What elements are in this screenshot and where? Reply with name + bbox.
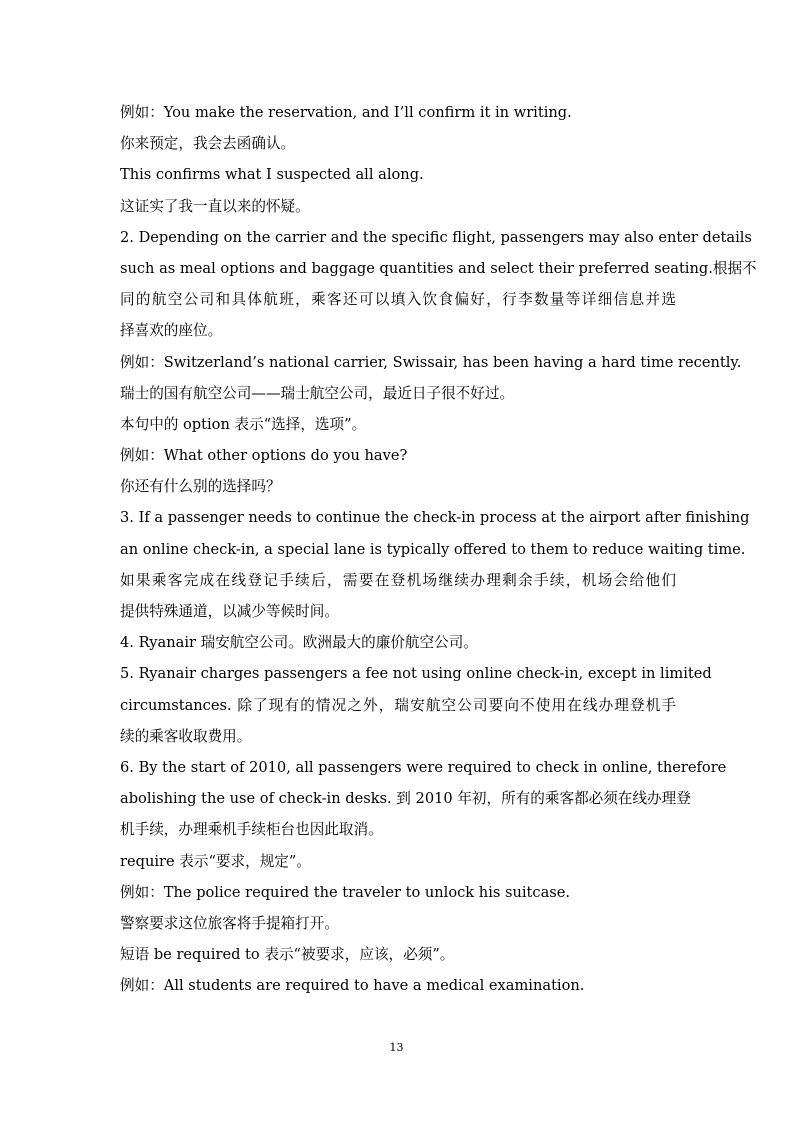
text-line: require 表示“要求，规定”。 — [120, 852, 311, 870]
text-line: 4. Ryanair 瑞安航空公司。欧洲最大的廉价航空公司。 — [120, 634, 478, 652]
text-line: This confirms what I suspected all along. — [120, 166, 424, 184]
text-line: such as meal options and baggage quantities and select their preferred seating.根据不 — [120, 259, 757, 277]
text-line: 机手续，办理乘机手续柜台也因此取消。 — [120, 821, 383, 839]
text-line: 警察要求这位旅客将手提箱打开。 — [120, 914, 339, 932]
text-line: 你来预定，我会去函确认。 — [120, 135, 296, 153]
text-line: 6. By the start of 2010, all passengers were required to check in online, therefore — [120, 758, 727, 776]
text-line: 3. If a passenger needs to continue the check-in process at the airport after finishing — [120, 509, 750, 527]
text-line: 例如：What other options do you have? — [120, 447, 408, 465]
text-line: 瑞士的国有航空公司——瑞士航空公司，最近日子很不好过。 — [120, 384, 515, 402]
text-line: 例如：You make the reservation, and I’ll confirm it in writing. — [120, 104, 572, 121]
text-line: abolishing the use of check-in desks. 到 2010 年初，所有的乘客都必须在线办理登 — [120, 790, 691, 808]
body-text — [120, 97, 757, 1001]
text-line: 5. Ryanair charges passengers a fee not using online check-in, except in limited — [120, 665, 712, 683]
text-line: circumstances. 除了现有的情况之外，瑞安航空公司要向不使用在线办理登机手 — [120, 696, 676, 714]
text-line: 2. Depending on the carrier and the specific flight, passengers may also enter details — [120, 228, 752, 246]
text-line: 这证实了我一直以来的怀疑。 — [120, 197, 310, 215]
text-line: 你还有什么别的选择吗？ — [120, 478, 281, 496]
page-number: 13 — [389, 1041, 404, 1054]
text-line: 如果乘客完成在线登记手续后，需要在登机场继续办理剩余手续，机场会给他们 — [120, 571, 676, 589]
text-line: 例如：The police required the traveler to unlock his suitcase. — [120, 883, 571, 901]
text-line: 本句中的 option 表示“选择，选项”。 — [120, 415, 367, 433]
text-line: 提供特殊通道，以减少等候时间。 — [120, 603, 339, 620]
text-line: 续的乘客收取费用。 — [120, 727, 252, 745]
text-line: 例如：Switzerland’s national carrier, Swissair, has been having a hard time recently. — [120, 353, 742, 371]
text-line: 择喜欢的座位。 — [120, 322, 223, 340]
text-line: an online check-in, a special lane is typically offered to them to reduce waiting time. — [120, 540, 746, 558]
text-line: 例如：All students are required to have a medical examination. — [120, 977, 585, 995]
text-line: 短语 be required to 表示“被要求，应该，必须”。 — [120, 946, 455, 964]
text-line: 同的航空公司和具体航班，乘客还可以填入饮食偏好，行李数量等详细信息并选 — [120, 291, 676, 309]
